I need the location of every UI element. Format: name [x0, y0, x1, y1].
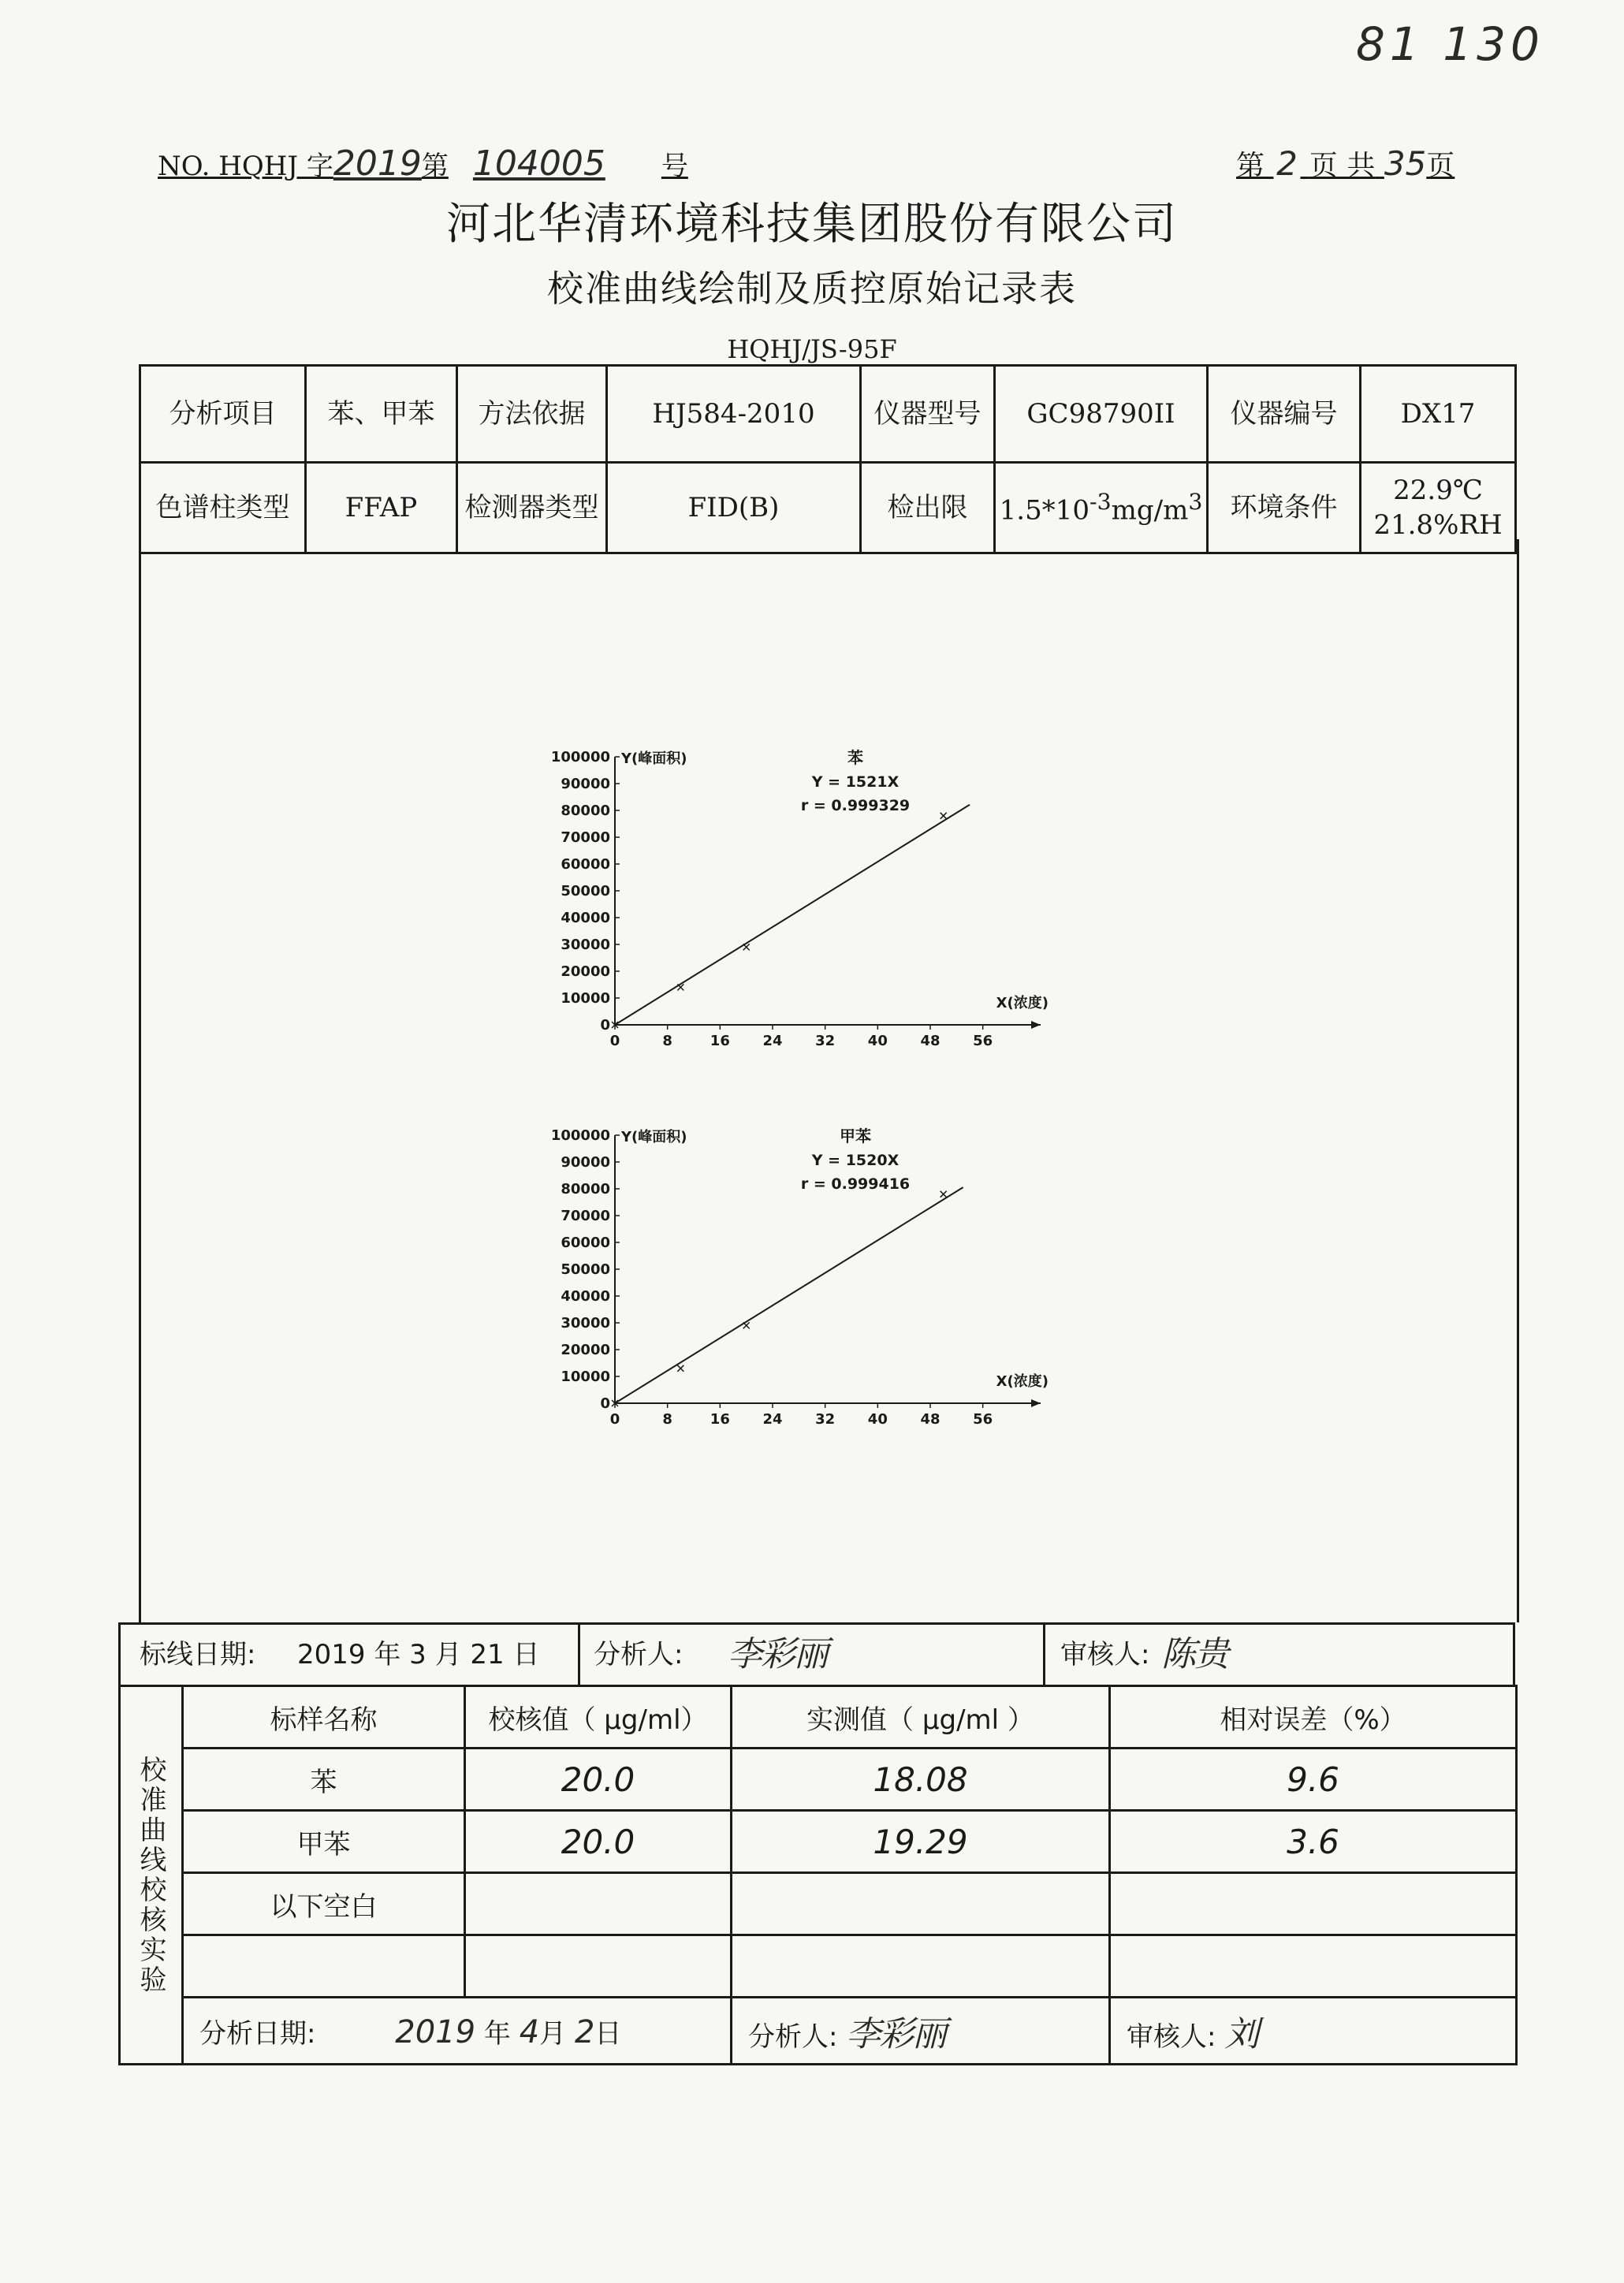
- verification-footer-row: [120, 1998, 1517, 2065]
- verification-side-label: 校准曲线校核实验: [120, 1686, 183, 2065]
- header-cell: 检出限: [861, 463, 995, 553]
- table-row: [120, 1873, 1517, 1935]
- check-value: [465, 1935, 732, 1998]
- header-cell: HJ584-2010: [607, 366, 861, 463]
- sample-name: [183, 1935, 465, 1998]
- x-tick-label: 32: [815, 1411, 836, 1428]
- data-point: [743, 944, 750, 950]
- calib-reviewer-signature: 陈贵: [1161, 1634, 1227, 1674]
- dl-exp: -3: [1089, 488, 1112, 515]
- verification-header: 实测值（ μg/ml ）: [732, 1686, 1110, 1749]
- header-table: [139, 364, 1517, 554]
- y-tick-label: 90000: [561, 776, 610, 792]
- y-tick-label: 50000: [561, 883, 610, 899]
- verification-table: [118, 1685, 1518, 2065]
- dl-base: 1.5*10: [999, 494, 1089, 527]
- doc-year-hand: 2019: [333, 143, 422, 184]
- analysis-ri: 日: [594, 2017, 622, 2050]
- env-rh: 21.8%RH: [1373, 509, 1503, 541]
- verification-header-row: [120, 1686, 1517, 1749]
- measured-value: 19.29: [732, 1811, 1110, 1873]
- form-code: HQHJ/JS-95F: [727, 334, 897, 364]
- x-tick-label: 32: [815, 1033, 836, 1049]
- analysis-analyst-label: 分析人:: [748, 2021, 838, 2053]
- analysis-date-cell: [183, 1998, 732, 2065]
- x-tick-label: 56: [973, 1411, 993, 1428]
- data-point: [941, 1191, 947, 1197]
- sample-name: 甲苯: [183, 1811, 465, 1873]
- header-cell: 仪器编号: [1208, 366, 1361, 463]
- y-tick-label: 70000: [561, 1208, 610, 1224]
- page-ye: 页: [1426, 150, 1455, 182]
- top-handwritten-note: 81 130: [1356, 17, 1544, 71]
- page-current-hand: 2: [1276, 144, 1298, 183]
- header-row-1: [140, 366, 1516, 463]
- x-tick-label: 8: [662, 1411, 672, 1428]
- y-tick-label: 60000: [561, 1235, 610, 1251]
- table-row: [120, 1811, 1517, 1873]
- x-tick-label: 24: [762, 1033, 783, 1049]
- header-cell: 方法依据: [457, 366, 607, 463]
- env-temp: 22.9℃: [1393, 474, 1483, 506]
- calib-reviewer-label: 审核人:: [1060, 1639, 1150, 1670]
- x-tick-label: 24: [762, 1411, 783, 1428]
- relative-error: [1110, 1935, 1517, 1998]
- y-tick-label: 60000: [561, 856, 610, 873]
- fit-line: [615, 1187, 963, 1403]
- relative-error: 9.6: [1110, 1749, 1517, 1811]
- check-value: 20.0: [465, 1811, 732, 1873]
- y-axis-label: Y(峰面积): [621, 750, 687, 767]
- chart-equation: Y = 1521X: [811, 773, 900, 791]
- header-cell: GC98790II: [995, 366, 1208, 463]
- sample-name: 苯: [183, 1749, 465, 1811]
- header-cell: 色谱柱类型: [140, 463, 306, 553]
- chart-title: 苯: [847, 748, 863, 767]
- analysis-yue: 月: [539, 2017, 567, 2050]
- x-tick-label: 48: [920, 1411, 941, 1428]
- measured-value: 18.08: [732, 1749, 1110, 1811]
- relative-error: [1110, 1873, 1517, 1935]
- x-tick-label: 8: [662, 1033, 672, 1049]
- x-tick-label: 56: [973, 1033, 993, 1049]
- header-cell: FID(B): [607, 463, 861, 553]
- y-tick-label: 100000: [550, 1127, 610, 1144]
- header-cell: FFAP: [306, 463, 457, 553]
- x-axis-label: X(浓度): [996, 995, 1049, 1011]
- doc-prefix: NO. HQHJ 字: [158, 151, 333, 182]
- analysis-analyst-cell: [732, 1998, 1110, 2065]
- sample-name: 以下空白: [183, 1873, 465, 1935]
- calib-analyst-label: 分析人:: [594, 1639, 683, 1670]
- data-point: [941, 813, 947, 819]
- form-title: 校准曲线绘制及质控原始记录表: [547, 267, 1077, 310]
- chart-correlation: r = 0.999329: [800, 797, 911, 814]
- x-axis-arrow: [1031, 1399, 1041, 1407]
- x-tick-label: 0: [609, 1033, 620, 1049]
- y-tick-label: 20000: [561, 1342, 610, 1358]
- y-tick-label: 10000: [561, 990, 610, 1007]
- x-tick-label: 48: [920, 1033, 941, 1049]
- x-axis-arrow: [1031, 1021, 1041, 1029]
- x-tick-label: 16: [710, 1033, 730, 1049]
- y-tick-label: 70000: [561, 829, 610, 846]
- dl-unit-exp: 3: [1188, 488, 1203, 515]
- header-cell: 检测器类型: [457, 463, 607, 553]
- y-tick-label: 40000: [561, 910, 610, 926]
- x-tick-label: 40: [867, 1411, 888, 1428]
- check-value: [465, 1873, 732, 1935]
- company-name: 河北华清环境科技集团股份有限公司: [446, 199, 1178, 250]
- measured-value: [732, 1935, 1110, 1998]
- y-tick-label: 40000: [561, 1288, 610, 1305]
- calibration-sign-row: [118, 1622, 1515, 1687]
- check-value: 20.0: [465, 1749, 732, 1811]
- y-tick-label: 50000: [561, 1261, 610, 1278]
- y-tick-label: 30000: [561, 937, 610, 953]
- verification-header: 相对误差（%）: [1110, 1686, 1517, 1749]
- analysis-date-label: 分析日期:: [199, 2017, 316, 2050]
- y-tick-label: 100000: [550, 749, 610, 765]
- doc-hao: 号: [661, 151, 688, 182]
- chart-equation: Y = 1520X: [811, 1152, 900, 1169]
- analysis-reviewer-cell: [1110, 1998, 1517, 2065]
- table-row: [120, 1935, 1517, 1998]
- verification-header: 校核值（ μg/ml）: [465, 1686, 732, 1749]
- calib-analyst-signature: 李彩丽: [728, 1634, 827, 1674]
- y-tick-label: 10000: [561, 1369, 610, 1385]
- calibration-chart-benzene: [536, 741, 1104, 1056]
- header-cell: DX17: [1361, 366, 1516, 463]
- analysis-year-hand: 2019: [395, 2013, 476, 2050]
- header-cell: 苯、甲苯: [306, 366, 457, 463]
- y-tick-label: 0: [600, 1017, 610, 1033]
- analysis-analyst-signature: 李彩丽: [846, 2014, 946, 2054]
- measured-value: [732, 1873, 1110, 1935]
- data-point: [743, 1322, 750, 1328]
- analysis-day-hand: 2: [574, 2013, 595, 2050]
- calibration-chart-toluene: [536, 1119, 1104, 1435]
- page-number: [1236, 143, 1455, 184]
- doc-di: 第: [421, 151, 449, 182]
- table-row: [120, 1749, 1517, 1811]
- chart-title: 甲苯: [840, 1127, 871, 1145]
- header-cell: 分析项目: [140, 366, 306, 463]
- doc-number-hand: 104005: [472, 143, 605, 184]
- analysis-reviewer-signature: 刘: [1224, 2014, 1258, 2054]
- header-cell: 环境条件: [1208, 463, 1361, 553]
- relative-error: 3.6: [1110, 1811, 1517, 1873]
- y-tick-label: 80000: [561, 803, 610, 819]
- y-tick-label: 20000: [561, 963, 610, 980]
- data-point: [677, 984, 683, 990]
- analysis-nian: 年: [483, 2017, 511, 2050]
- y-tick-label: 30000: [561, 1315, 610, 1331]
- verification-header: 标样名称: [183, 1686, 465, 1749]
- page-di: 第: [1236, 150, 1265, 182]
- x-axis-label: X(浓度): [996, 1373, 1049, 1390]
- x-tick-label: 0: [609, 1411, 620, 1428]
- calib-date-label: 标线日期:: [140, 1639, 256, 1670]
- y-tick-label: 90000: [561, 1154, 610, 1171]
- chart-area: [139, 539, 1519, 1622]
- header-cell: 仪器型号: [861, 366, 995, 463]
- data-point: [677, 1365, 683, 1372]
- page-total-hand: 35: [1384, 144, 1427, 183]
- analysis-reviewer-label: 审核人:: [1127, 2021, 1216, 2053]
- y-axis-label: Y(峰面积): [621, 1129, 687, 1145]
- chart-correlation: r = 0.999416: [800, 1175, 911, 1193]
- page-ye-gong: 页 共: [1309, 150, 1376, 182]
- x-tick-label: 16: [710, 1411, 730, 1428]
- dl-unit: mg/m: [1111, 494, 1189, 527]
- calib-date-value: 2019 年 3 月 21 日: [297, 1639, 540, 1670]
- document-number: [158, 143, 688, 184]
- y-tick-label: 0: [600, 1395, 610, 1412]
- y-tick-label: 80000: [561, 1181, 610, 1197]
- fit-line: [615, 805, 970, 1025]
- x-tick-label: 40: [867, 1033, 888, 1049]
- analysis-month-hand: 4: [519, 2013, 540, 2050]
